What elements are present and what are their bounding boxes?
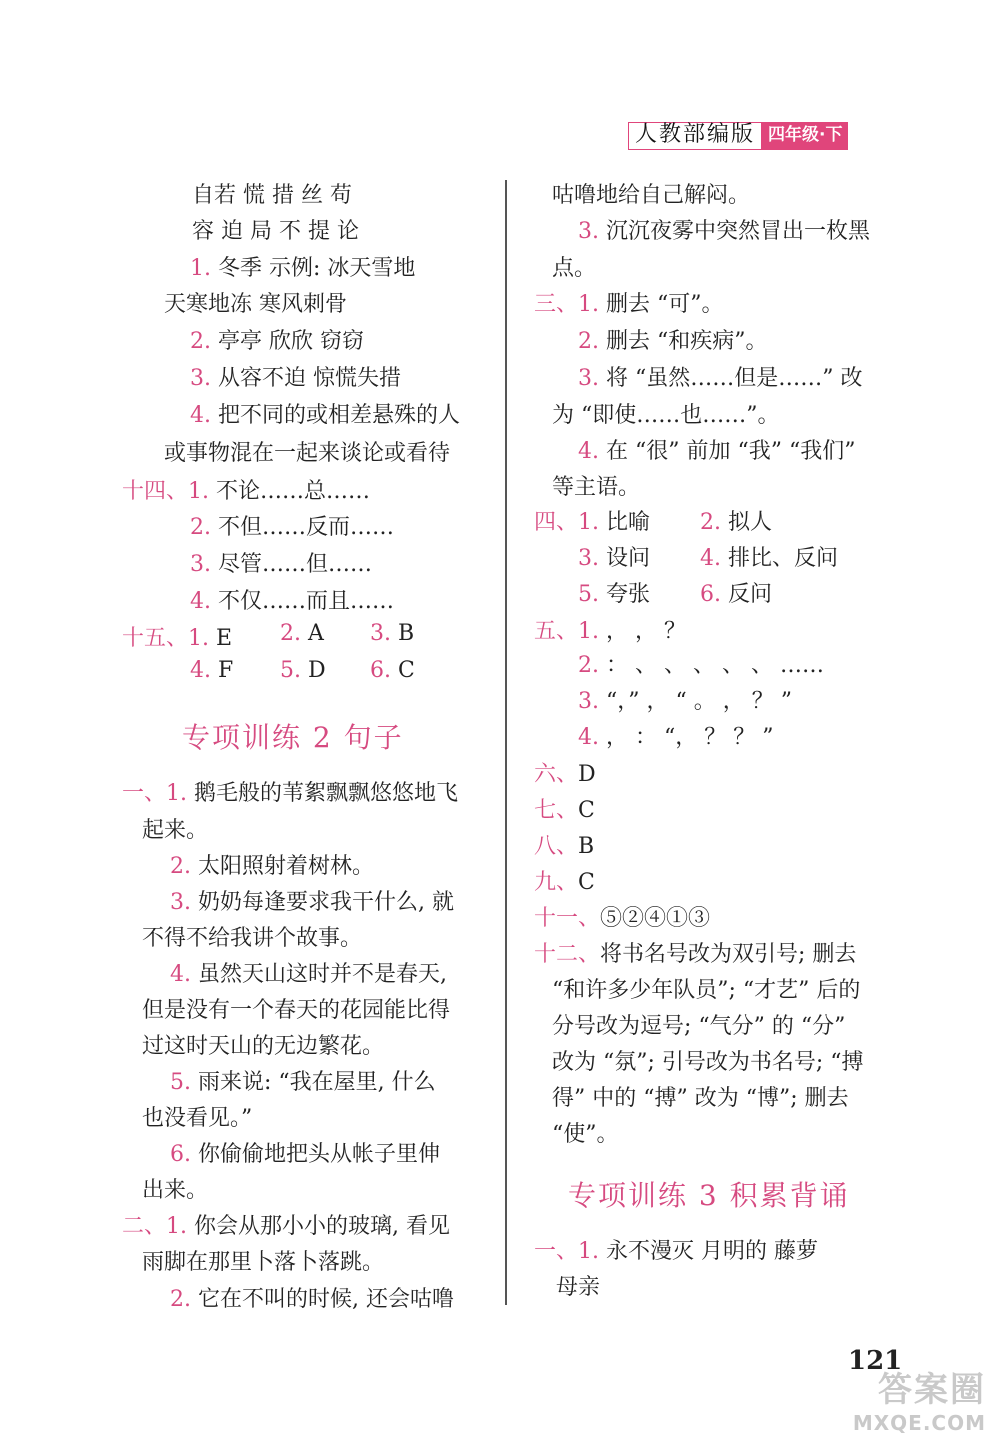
answer-line: 雨脚在那里卜落卜落跳。 xyxy=(142,1250,385,1275)
answer-line: 过这时天山的无边繁花。 xyxy=(142,1034,385,1059)
answer-line: 3. 将 “虽然……但是……” 改 xyxy=(578,366,863,391)
answer-line: 为 “即使……也……”。 xyxy=(552,403,780,428)
grade-label: 四年级·下 xyxy=(762,122,848,150)
answer-line: 5. 雨来说: “我在屋里, 什么 xyxy=(170,1070,436,1095)
answer-line: 自若 慌 措 丝 苟 xyxy=(192,183,352,208)
answer-line: 4. 不仅……而且…… xyxy=(190,589,395,614)
answer-line: 4. 排比、反问 xyxy=(700,546,839,571)
answer-line: “使”。 xyxy=(552,1122,619,1147)
answer-line: 2. 删去 “和疾病”。 xyxy=(578,329,768,354)
answer-line: 五、1. ， ， ？ xyxy=(534,619,686,644)
answer-line: 咕噜地给自己解闷。 xyxy=(552,183,751,208)
answer-line: 一、1. 永不漫灭 月明的 藤萝 xyxy=(534,1239,818,1264)
answer-line: 2. 它在不叫的时候, 还会咕噜 xyxy=(170,1287,454,1312)
answer-line: 4. 虽然天山这时并不是春天, xyxy=(170,962,447,987)
page-number: 121 xyxy=(848,1346,903,1376)
answer-line: 十五、1. E xyxy=(122,626,233,651)
answer-line: 6. 反问 xyxy=(700,582,773,607)
edition-tag xyxy=(628,122,848,150)
answer-line: 得” 中的 “搏” 改为 “博”; 删去 xyxy=(552,1086,849,1111)
answer-line: 2. 亭亭 欣欣 窃窃 xyxy=(190,329,364,354)
answer-line: 一、1. 鹅毛般的苇絮飘飘悠悠地飞 xyxy=(122,781,459,806)
watermark-line2: MXQE.COM xyxy=(852,1411,986,1435)
answer-line: 3. 沉沉夜雾中突然冒出一枚黑 xyxy=(578,219,871,244)
answer-line: 天寒地冻 寒风刺骨 xyxy=(164,292,347,317)
answer-line: 3. 尽管……但…… xyxy=(190,552,373,577)
answer-line: 5. D xyxy=(280,658,326,683)
answer-line: 3. “，” ， “ 。 ， ？ ” xyxy=(578,689,792,714)
answer-line: 改为 “氛”; 引号改为书名号; “搏 xyxy=(552,1050,864,1075)
answer-line: 母亲 xyxy=(556,1275,601,1300)
answer-line: 3. 从容不迫 惊慌失措 xyxy=(190,366,401,391)
answer-line: “和许多少年队员”; “才艺” 后的 xyxy=(552,978,861,1003)
answer-line: 不得不给我讲个故事。 xyxy=(142,926,363,951)
answer-line: 十一、⑤②④①③ xyxy=(534,906,711,931)
answer-line: 1. 冬季 示例: 冰天雪地 xyxy=(190,256,416,281)
answer-line: 6. 你偷偷地把头从帐子里伸 xyxy=(170,1142,441,1167)
answer-line: 5. 夸张 xyxy=(578,582,651,607)
answer-line: 3. 设问 xyxy=(578,546,651,571)
answer-line: 2. 拟人 xyxy=(700,510,773,535)
answer-line: 容 迫 局 不 提 论 xyxy=(192,219,359,244)
watermark xyxy=(853,1362,986,1435)
answer-line: 出来。 xyxy=(142,1178,209,1203)
answer-line: 但是没有一个春天的花园能比得 xyxy=(142,998,451,1023)
answer-line: 十二、将书名号改为双引号; 删去 xyxy=(534,942,857,967)
answer-line: 2. 不但……反而…… xyxy=(190,515,395,540)
edition-label: 人教部编版 xyxy=(628,122,762,150)
section-heading: 专项训练 3 积累背诵 xyxy=(568,1179,850,1212)
column-divider xyxy=(505,180,507,1305)
answer-line: 2. 太阳照射着树林。 xyxy=(170,854,375,879)
answer-line: 等主语。 xyxy=(552,475,641,500)
answer-line: 八、B xyxy=(534,834,595,859)
answer-line: 起来。 xyxy=(142,818,209,843)
answer-line: 6. C xyxy=(370,658,415,683)
answer-line: 二、1. 你会从那小小的玻璃, 看见 xyxy=(122,1214,450,1239)
answer-line: 2. A xyxy=(280,621,324,646)
answer-line: 也没看见。” xyxy=(142,1106,253,1131)
answer-line: 三、1. 删去 “可”。 xyxy=(534,292,724,317)
answer-line: 分号改为逗号; “气分” 的 “分” xyxy=(552,1014,846,1039)
answer-line: 3. 奶奶每逢要求我干什么, 就 xyxy=(170,890,454,915)
answer-line: 十四、1. 不论……总…… xyxy=(122,479,371,504)
answer-line: 九、C xyxy=(534,870,595,895)
answer-line: 4. 把不同的或相差悬殊的人 xyxy=(190,403,461,428)
section-heading: 专项训练 2 句子 xyxy=(182,721,404,754)
answer-line: 4. ， ： “， ？ ？ ” xyxy=(578,725,774,750)
answer-line: 4. F xyxy=(190,658,234,683)
watermark-line1: 答案圈 xyxy=(878,1370,986,1410)
answer-line: 七、C xyxy=(534,798,595,823)
answer-line: 四、1. 比喻 xyxy=(534,510,651,535)
answer-line: 六、D xyxy=(534,762,596,787)
answer-line: 点。 xyxy=(552,256,597,281)
answer-line: 2. ： 、 、 、 、 、 …… xyxy=(578,653,824,678)
answer-line: 3. B xyxy=(370,621,415,646)
answer-line: 或事物混在一起来谈论或看待 xyxy=(164,441,451,466)
answer-line: 4. 在 “很” 前加 “我” “我们” xyxy=(578,439,856,464)
